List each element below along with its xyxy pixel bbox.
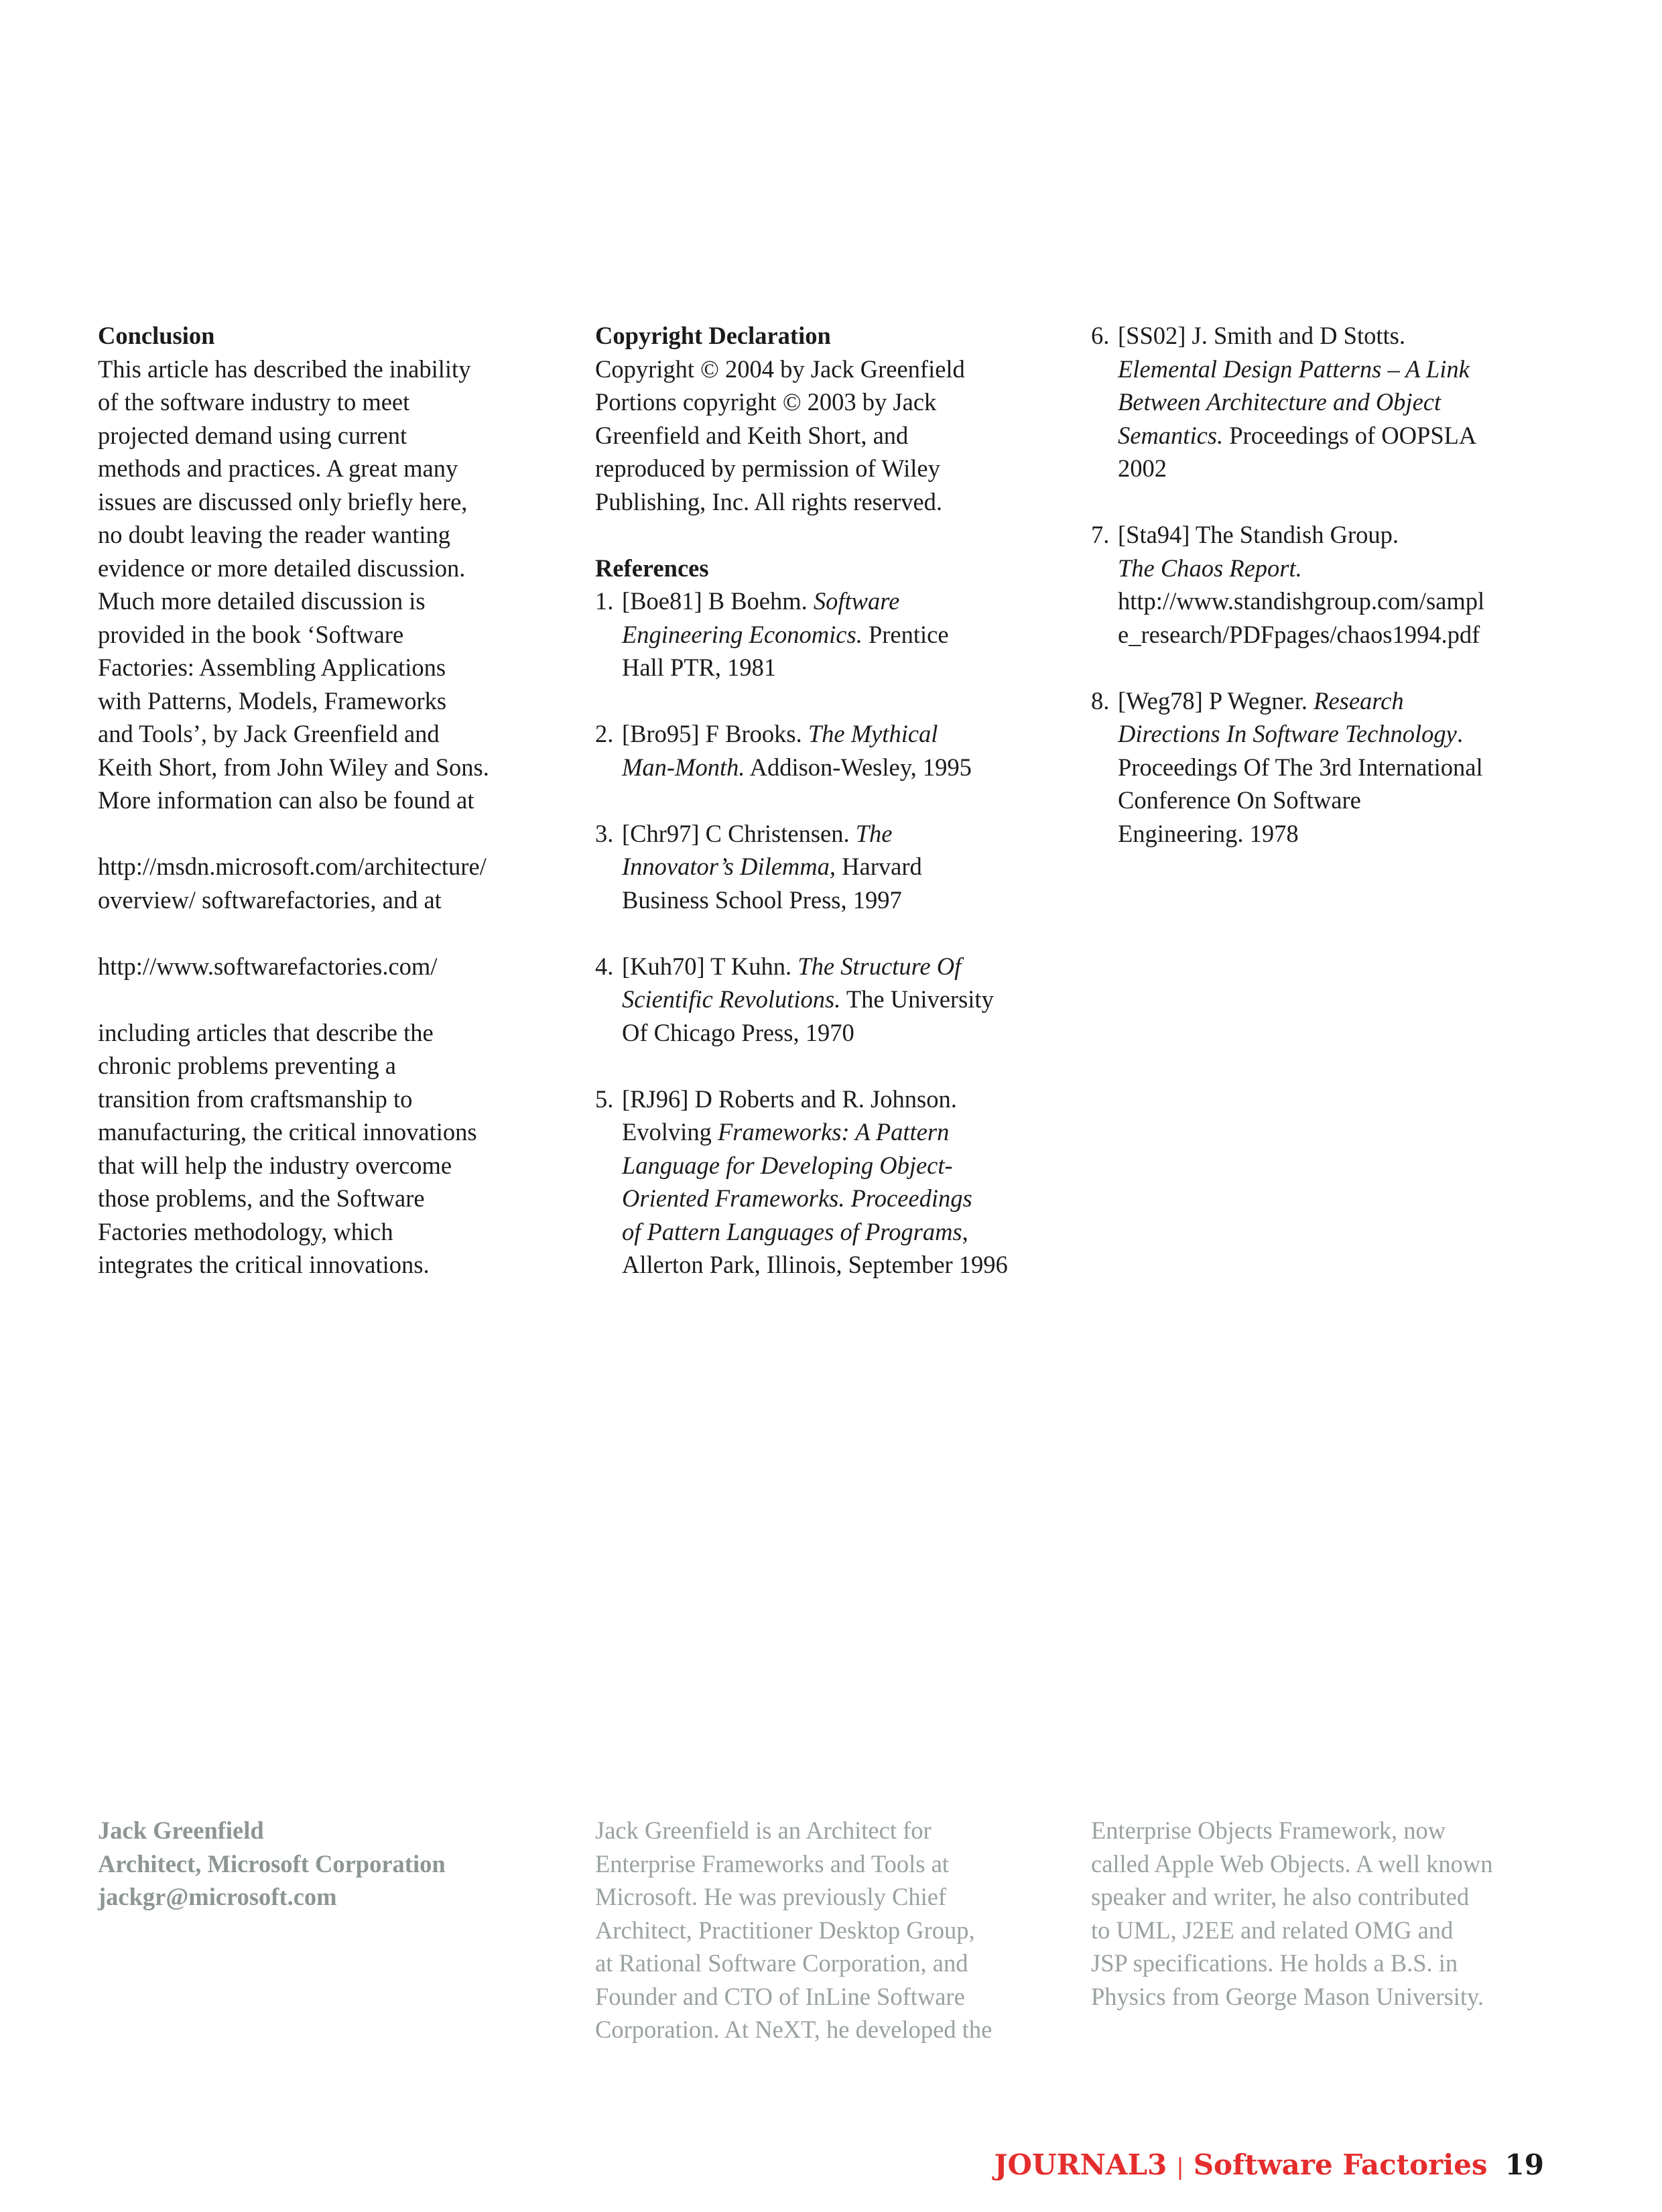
reference-item: 5. [RJ96] D Roberts and R. Johnson. Evolving Frameworks: A Pattern Language for Developing Object- Oriented Frameworks. Proceedings of Pattern Languages of Programs, Allerton Park, Illinois, September 1996	[595, 1085, 1008, 1278]
conclusion-paragraph: This article has described the inability of the software industry to meet projected demand using current methods and practices. A great many issues are discussed only briefly here, no doubt leaving the reader wanting evidence or more detailed discussion. Much more detailed discussion is provided in the book ‘Software Factories: Assembling Applications with Patterns, Models, Frameworks and Tools’, by Jack Greenfield and Keith Short, from John Wiley and Sons. More information can also be found at	[98, 355, 489, 814]
references-heading: References	[595, 554, 709, 582]
footer-section-title: Software Factories	[1193, 2148, 1488, 2181]
reference-item: 6. [SS02] J. Smith and D Stotts. Elemental Design Patterns – A Link Between Architecture and Object Semantics. Proceedings of OOPSLA 2002	[1091, 322, 1477, 482]
reference-item: 1. [Boe81] B Boehm. Software Engineering Economics. Prentice Hall PTR, 1981	[595, 587, 949, 681]
references-column-continued	[1091, 319, 1587, 850]
reference-item: 3. [Chr97] C Christensen. The Innovator’s Dilemma, Harvard Business School Press, 1997	[595, 819, 922, 914]
author-bio-part-1: Jack Greenfield is an Architect for Enterprise Frameworks and Tools at Microsoft. He was previously Chief Architect, Practitioner Desktop Group, at Rational Software Corporation, and Founder and CTO of InLine Software Corporation. At NeXT, he developed the	[595, 1817, 993, 2043]
copyright-heading: Copyright Declaration	[595, 322, 831, 349]
author-email: jackgr@microsoft.com	[98, 1883, 337, 1910]
copyright-references-column	[595, 319, 1064, 1282]
copyright-text: Copyright © 2004 by Jack Greenfield Portions copyright © 2003 by Jack Greenfield and Keith Short, and reproduced by permission of Wiley Publishing, Inc. All rights reserved.	[595, 355, 965, 515]
msdn-link-text: http://msdn.microsoft.com/architecture/ overview/ softwarefactories, and at	[98, 853, 487, 914]
reference-item: 8. [Weg78] P Wegner. Research Directions In Software Technology. Proceedings Of The 3rd International Conference On Software Engineering. 1978	[1091, 686, 1483, 847]
reference-item: 2. [Bro95] F Brooks. The Mythical Man-Month. Addison-Wesley, 1995	[595, 720, 972, 781]
journal-brand: JOURNAL3	[994, 2148, 1167, 2181]
conclusion-section	[98, 319, 567, 1282]
reference-item: 4. [Kuh70] T Kuhn. The Structure Of Scientific Revolutions. The University Of Chicago Press, 1970	[595, 952, 994, 1046]
author-name: Jack Greenfield	[98, 1817, 264, 1844]
footer-separator: |	[1176, 2154, 1184, 2180]
softwarefactories-link-text: http://www.softwarefactories.com/	[98, 952, 438, 980]
author-title: Architect, Microsoft Corporation	[98, 1849, 446, 1878]
author-bio-part-2: Enterprise Objects Framework, now called Apple Web Objects. A well known speaker and writer, he also contributed to UML, J2EE and related OMG and JSP specifications. He holds a B.S. in Physics from George Mason University.	[1091, 1817, 1493, 2010]
author-credit	[98, 1814, 567, 1914]
conclusion-heading: Conclusion	[98, 322, 215, 349]
reference-item: 7. [Sta94] The Standish Group. The Chaos Report. http://www.standishgroup.com/sampl e_research/PDFpages/chaos1994.pdf	[1091, 521, 1485, 648]
conclusion-paragraph-2: including articles that describe the chronic problems preventing a transition from craftsmanship to manufacturing, the critical innovations that will help the industry overcome those problems, and the Software Factories methodology, which integrates the critical innovations.	[98, 1018, 477, 1278]
page-number: 19	[1505, 2148, 1544, 2181]
page-footer	[995, 2148, 1544, 2184]
